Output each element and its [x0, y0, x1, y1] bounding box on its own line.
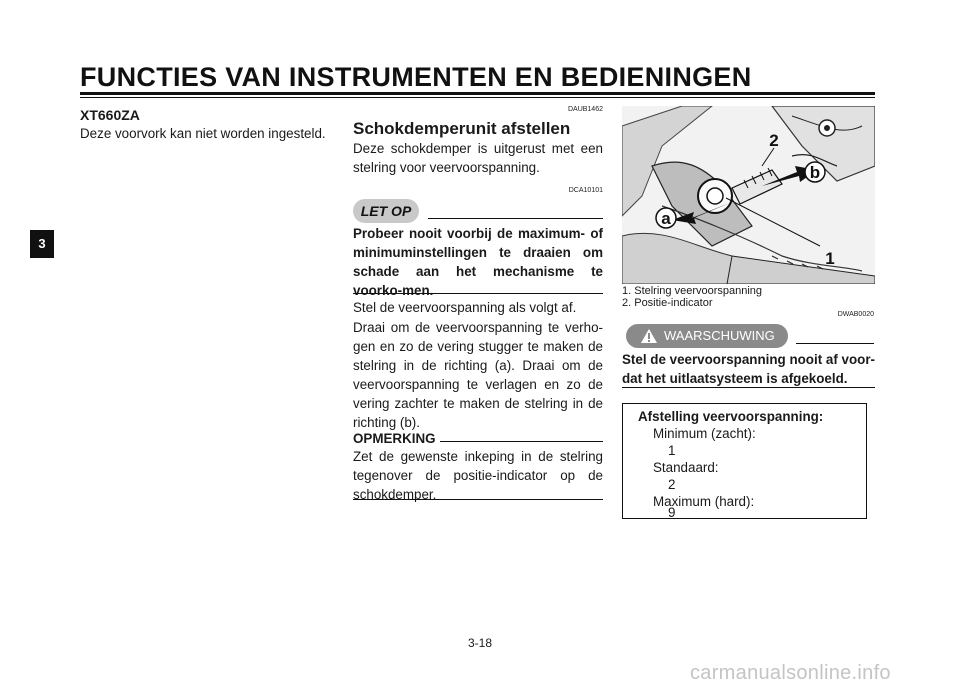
- watermark: carmanualsonline.info: [690, 662, 891, 684]
- note-text: Zet de gewenste inkeping in de stelring tegenover de positie-indicator op de schokdemper.: [353, 449, 603, 502]
- spec-title: Afstelling veervoorspanning:: [638, 409, 824, 424]
- spec-max-value: 9: [668, 505, 676, 520]
- note-label: OPMERKING: [353, 431, 436, 446]
- figure-label-2: 2: [769, 131, 779, 150]
- caution-text: Probeer nooit voorbij de maximum- of minimuminstellingen te draaien om schade aan het mechanisme te voorko-men.: [353, 226, 603, 298]
- page-header-title: FUNCTIES VAN INSTRUMENTEN EN BEDIENINGEN: [80, 62, 752, 92]
- shock-absorber-figure: [622, 106, 875, 284]
- spec-box: [622, 403, 867, 519]
- note-label-rule: [440, 441, 603, 442]
- procedure-text: Draai om de veervoorspanning te verho-gen en zo de vering stugger te maken de stelring in de richting (a). Draai om de veervoorspanning te verlagen en zo de vering zachter te maken de stelring in de richting (b).: [353, 320, 603, 430]
- page-number: 3-18: [467, 636, 493, 650]
- section-code: DAUB1462: [567, 106, 603, 113]
- warning-triangle-icon: [640, 328, 658, 344]
- caption-1: 1. Stelring veervoorspanning: [622, 285, 763, 297]
- warning-rule: [796, 343, 874, 344]
- warning-label: WAARSCHUWING: [664, 328, 775, 343]
- header-rule: [80, 92, 875, 95]
- section-heading: Schokdemperunit afstellen: [353, 119, 571, 138]
- spec-max-label: Maximum (hard):: [653, 494, 755, 509]
- spec-min-label: Minimum (zacht):: [653, 426, 756, 441]
- figure-label-a: a: [661, 209, 671, 228]
- spec-min-value: 1: [668, 443, 676, 458]
- figure-label-1: 1: [825, 249, 835, 268]
- figure-label-b: b: [809, 163, 821, 182]
- left-column-text: Deze voorvork kan niet worden ingesteld.: [80, 126, 326, 141]
- warning-end-rule: [622, 387, 875, 388]
- caution-rule: [428, 218, 603, 219]
- spec-std-label: Standaard:: [653, 460, 719, 475]
- note-end-rule: [353, 499, 603, 500]
- section-intro: Deze schokdemper is uitgerust met een stelring voor veervoorspanning.: [353, 141, 603, 175]
- header-rule-thin: [80, 97, 875, 98]
- caution-badge: LET OP: [353, 199, 419, 223]
- caution-end-rule: [353, 293, 603, 294]
- warning-badge: [626, 324, 788, 348]
- chapter-tab: 3: [30, 230, 54, 258]
- warning-text: Stel de veervoorspanning nooit af voor-dat het uitlaatsysteem is afgekoeld.: [622, 352, 875, 386]
- model-heading: XT660ZA: [80, 107, 140, 123]
- caption-2: 2. Positie-indicator: [622, 297, 713, 309]
- caution-code: DCA10101: [568, 187, 603, 194]
- warning-code: DWAB0020: [837, 311, 874, 318]
- procedure-intro: Stel de veervoorspanning als volgt af.: [353, 300, 577, 315]
- spec-std-value: 2: [668, 477, 676, 492]
